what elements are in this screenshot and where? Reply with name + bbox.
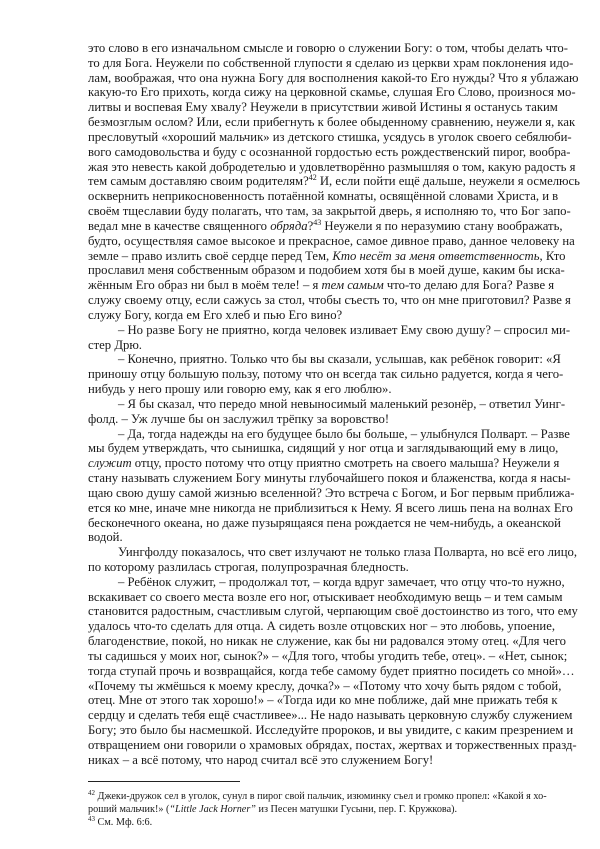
- text-line: [88, 471, 571, 486]
- text-line: [88, 530, 546, 545]
- text-line: [88, 293, 571, 308]
- text-line: [88, 367, 564, 382]
- text-segment: И, если пойти ещё дальше, неужели я осмелюсь: [316, 174, 580, 189]
- footnote-line: [88, 803, 546, 816]
- text-segment: ты садишься у моих ног, сынок?» – «Для того, чтобы угодить тебе, отец». – «Нет, сынок;: [88, 648, 568, 663]
- text-line: [88, 70, 579, 86]
- text-segment: земле – право излить своё сердце перед Тем,: [88, 248, 333, 263]
- text-line: [88, 173, 580, 189]
- footnote-ref: 42: [308, 173, 317, 183]
- text-segment: бесконечного океана, но даже пузырящаяся пена рождается не чем-нибудь, а океанской: [88, 515, 561, 530]
- text-line: [88, 189, 559, 204]
- text-segment: – Ребёнок служит, – продолжал тот, – когда вдруг замечает, что отцу что-то нужно,: [118, 574, 565, 589]
- text-segment: стану называть служением Богу минуты глубочайшего покоя и блаженства, когда я насы-: [88, 471, 571, 486]
- text-line: [88, 159, 576, 175]
- footnotes: [88, 790, 546, 829]
- text-segment: служу Богу, когда ем Его хлеб и пью Его вино?: [88, 307, 343, 322]
- text-segment: литвы и воспевая Ему хвалу? Неужели в присутствии живой Истины я останусь таким: [88, 100, 558, 115]
- italic-text: обряда: [270, 218, 308, 233]
- text-segment: Богу; это было бы насмешкой. Исследуйте пророков, и вы увидите, с каким презрением и: [88, 723, 574, 738]
- text-line: [88, 485, 575, 501]
- text-segment: «Почему ты жмёшься к моему креслу, дочка?» – «Потому что хочу быть рядом с тобой,: [88, 678, 562, 693]
- text-segment: вого самодовольства и буду с осознанной гордостью есть рождественский пирог, вообра-: [88, 144, 571, 159]
- text-segment: См. Мф. 6:6.: [95, 817, 153, 828]
- text-segment: Неужели я по неразумию стану воображать,: [321, 218, 563, 233]
- text-line: [88, 382, 546, 397]
- text-line: [88, 278, 555, 293]
- text-segment: будто, осуществляя самое высокое и прекрасное, самое дивное право, данное человеку на: [88, 233, 575, 248]
- text-line: [88, 233, 575, 249]
- text-segment: какую-то Его прихоть, когда сижу на церковной скамье, слушая Его Слово, произнося мо-: [88, 85, 576, 100]
- text-segment: тем самым доставляю своим родителям?: [88, 174, 309, 189]
- text-segment: Джеки-дружок сел в уголок, сунул в пирог свой пальчик, изюминку съел и громко пропел: «Какой я хо-: [95, 791, 547, 802]
- text-line: [88, 338, 546, 353]
- text-segment: Уингфолду показалось, что свет излучают не только глаза Полварта, но всё его лицо,: [118, 545, 578, 560]
- italic-text: служит: [88, 456, 132, 471]
- text-line: [88, 100, 558, 115]
- text-line: [88, 753, 546, 768]
- text-line: [88, 500, 573, 516]
- text-segment: , Кто: [539, 248, 566, 263]
- text-segment: прославил меня собственным образом и подобием хотя бы в моей душе, каким бы иска-: [88, 263, 565, 278]
- text-line: [88, 248, 566, 264]
- text-segment: роший мальчик!» (: [88, 804, 170, 815]
- text-line: [88, 412, 546, 427]
- text-segment: своём тщеславии буду полагать, что там, за закрытой дверь, я исполняю то, что Бог запо-: [88, 204, 571, 219]
- text-segment: ведал мне в качестве священного: [88, 218, 271, 233]
- footnote-line: [88, 790, 546, 803]
- text-line: [88, 678, 562, 694]
- footnote-ref: 42: [88, 789, 95, 797]
- text-segment: отвращением они говорили о храмовых обрядах, постах, жертвах и торжественных празд-: [88, 737, 577, 752]
- text-line: [88, 560, 546, 575]
- italic-text: тем самым: [321, 278, 384, 293]
- text-line: [88, 263, 565, 278]
- text-line: [88, 737, 577, 753]
- body-text: [88, 41, 580, 768]
- text-line: [88, 693, 558, 708]
- italic-text: Кто несёт за меня ответственность: [332, 248, 540, 263]
- text-segment: отцу, просто потому что отцу приятно смотреть на своего малыша? Неужели я: [131, 456, 560, 471]
- footnote-ref: 43: [88, 815, 95, 823]
- text-segment: становится радостным, счастливым слугой, черпающим своё достоинство из того, что ему: [88, 604, 578, 619]
- text-line: [88, 85, 576, 100]
- text-line: [88, 41, 568, 56]
- text-line: [88, 308, 546, 323]
- text-segment: отец. Мне от этого так хорошо!» – «Тогда иди ко мне поближе, дай мне прижать тебя к: [88, 693, 558, 708]
- text-line: [88, 322, 571, 338]
- text-segment: ?: [307, 218, 314, 233]
- text-segment: жая это невесть какой добродетелью и удовлетворённо размышляя о том, какую радость я: [88, 159, 576, 174]
- text-line: [88, 129, 572, 145]
- text-segment: жённым Его образ ни был в моём теле! – я: [88, 278, 322, 293]
- text-segment: служу своему отцу, если сажусь за стол, чтобы съесть то, что он мне приготовил? Разве я: [88, 293, 571, 308]
- text-segment: осквернить неприкосновенность потаённой комнаты, освящённой словами Христа, и в: [88, 189, 559, 204]
- text-line: [88, 204, 571, 219]
- text-segment: – Но разве Богу не приятно, когда человек изливает Ему свою душу? – спросил ми-: [118, 322, 571, 337]
- text-line: [88, 619, 556, 634]
- text-line: [88, 634, 566, 649]
- text-line: [88, 144, 571, 160]
- text-line: [88, 515, 561, 531]
- text-segment: – Я бы сказал, что передо мной невыносимый маленький резонёр, – ответил Уинг-: [118, 396, 566, 411]
- text-line: [88, 396, 566, 412]
- italic-text: “Little Jack Horner”: [169, 804, 256, 815]
- text-segment: стер Дрю.: [88, 337, 142, 352]
- text-segment: по которому разлилась строгая, полупрозрачная бледность.: [88, 559, 409, 574]
- text-line: [88, 456, 560, 471]
- text-line: [88, 352, 561, 367]
- text-segment: щаю свою душу самой жизнью вселенной? Это встреча с Богом, и Бог первым приближа-: [88, 485, 575, 500]
- text-line: [88, 648, 568, 664]
- text-line: [88, 574, 565, 590]
- text-line: [88, 708, 573, 723]
- text-segment: безмозглым ослом? Или, если прибегнуть к более обыденному сравнению, неужели я, как: [88, 115, 576, 130]
- text-segment: фолд. – Уж лучше бы он заслужил трёпку за воровство!: [88, 411, 390, 426]
- text-segment: ется ко мне, иначе мне никогда не приблизиться к Нему. Я всего лишь пена на волнах Его: [88, 500, 573, 515]
- text-segment: сердцу и сделать тебя ещё счастливее»... Не надо называть церковную службу служением: [88, 708, 573, 723]
- text-segment: мы будем утверждать, что сынишка, сидящий у ног отца и заглядывающий ему в лицо,: [88, 441, 559, 456]
- text-line: [88, 426, 570, 442]
- text-line: [88, 589, 563, 605]
- text-segment: нибудь у него прошу или говорю ему, как я его люблю».: [88, 382, 392, 397]
- text-segment: – Конечно, приятно. Только что бы вы сказали, услышав, как ребёнок говорит: «Я: [118, 352, 561, 367]
- text-segment: приношу отцу большую пользу, потому что он всегда так сильно радуется, когда я чего-: [88, 367, 564, 382]
- text-line: [88, 441, 559, 456]
- text-segment: никах – а всё потому, что народ считал всё это служением Богу!: [88, 752, 434, 767]
- footnote-ref: 43: [313, 217, 322, 227]
- footnote-divider: [88, 781, 240, 782]
- text-line: [88, 55, 574, 71]
- text-segment: благоденствие, покой, но никак не служение, как бы ни радовался этому отец. «Для чего: [88, 634, 566, 649]
- text-line: [88, 115, 576, 130]
- text-line: [88, 663, 575, 679]
- text-segment: из Песен матушки Гусыни, пер. Г. Кружкова).: [255, 804, 458, 815]
- text-segment: водой.: [88, 530, 123, 545]
- text-segment: – Да, тогда надежды на его будущее было бы больше, – улыбнулся Полварт. – Разве: [118, 426, 570, 441]
- text-segment: лам, воображая, что она нужна Богу для восполнения какой-то Его нужды? Что я ублажаю: [88, 70, 579, 85]
- text-segment: что-то делаю для Бога? Разве я: [383, 278, 555, 293]
- text-segment: вскакивает со своего места возле его ног, отыскивает необходимую вещь – и тем самым: [88, 589, 563, 604]
- footnote-line: [88, 816, 546, 829]
- text-segment: удалось что-то сделать для отца. А сидеть возле отцовских ног – это любовь, упоение,: [88, 619, 556, 634]
- text-segment: тогда ступай прочь и возвращайся, когда тебе самому будет приятно посидеть со мной»…: [88, 663, 575, 678]
- text-line: [88, 217, 563, 234]
- text-line: [88, 723, 574, 738]
- text-segment: это слово в его изначальном смысле и говорю о служении Богу: о том, чтобы делать что-: [88, 41, 568, 55]
- text-line: [88, 604, 578, 619]
- text-segment: то для Бога. Неужели по собственной глупости я сделаю из церкви храм поклонения идо-: [88, 55, 574, 70]
- text-segment: пресловутый «хороший мальчик» из детского стишка, усядусь в уголок своего себялюби-: [88, 129, 572, 144]
- text-line: [88, 545, 578, 560]
